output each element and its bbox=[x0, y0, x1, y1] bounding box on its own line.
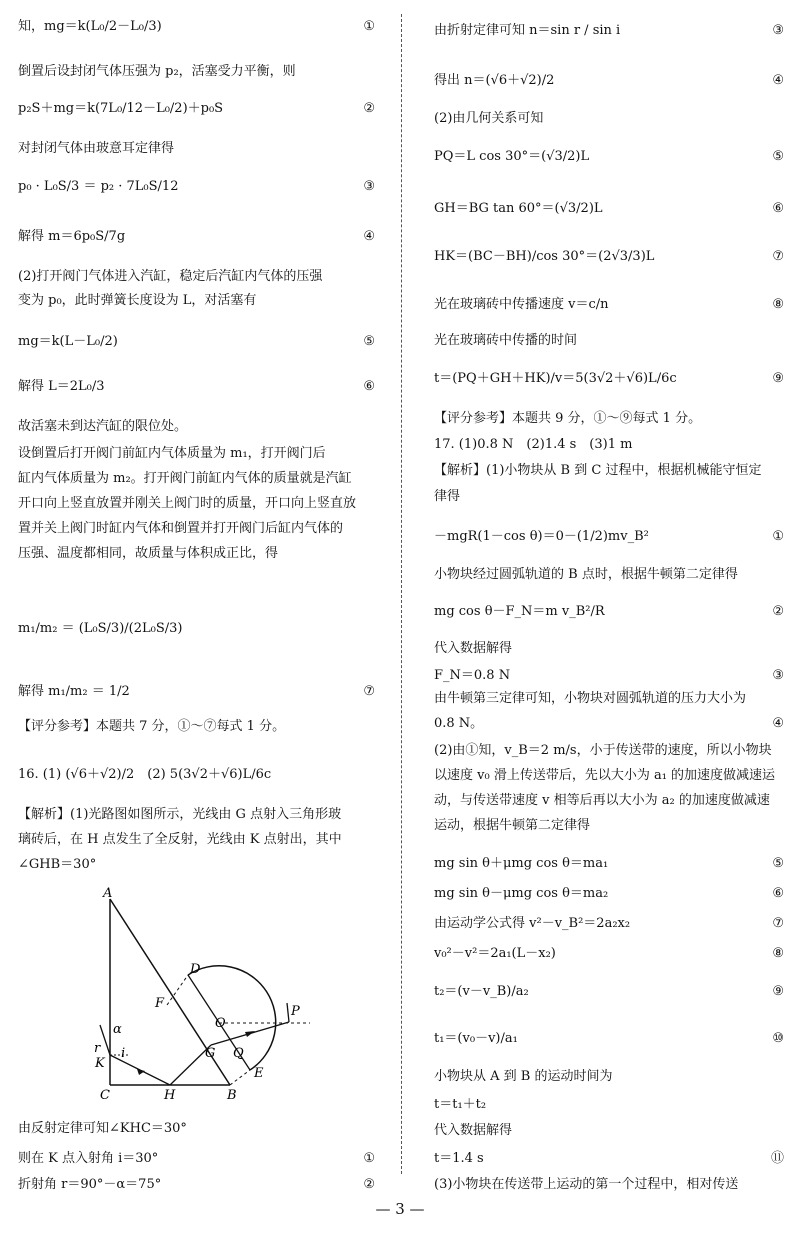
label-Q: Q bbox=[233, 1046, 244, 1061]
label-D: D bbox=[190, 962, 201, 977]
label-G: G bbox=[205, 1046, 216, 1061]
left-line: 解得 m₁/m₂ ＝ 1/2 bbox=[18, 684, 130, 699]
equation-number: ⑧ bbox=[772, 297, 784, 312]
equation-number: ④ bbox=[772, 73, 784, 88]
equation-number: ⑤ bbox=[363, 334, 375, 349]
equation-number: ⑥ bbox=[772, 201, 784, 216]
left-line: mg＝k(L－L₀/2) bbox=[18, 334, 118, 349]
label-O: O bbox=[215, 1016, 226, 1031]
equation-number: ① bbox=[363, 19, 375, 34]
right-line: 【评分参考】本题共 9 分，①～⑨每式 1 分。 bbox=[434, 411, 702, 426]
equation-number: ④ bbox=[363, 229, 375, 244]
equation-number: ③ bbox=[772, 668, 784, 683]
right-line: 代入数据解得 bbox=[434, 1123, 513, 1138]
left-line: 折射角 r＝90°－α＝75° bbox=[18, 1177, 162, 1192]
equation-number: ① bbox=[363, 1151, 375, 1166]
left-line: m₁/m₂ ＝ (L₀S/3)/(2L₀S/3) bbox=[18, 621, 183, 636]
left-line: 则在 K 点入射角 i＝30° bbox=[18, 1151, 159, 1166]
label-r: r bbox=[94, 1041, 101, 1056]
light-path-figure bbox=[85, 885, 325, 1105]
right-line: 运动，根据牛顿第二定律得 bbox=[434, 818, 591, 833]
left-line: p₀ · L₀S/3 ＝ p₂ · 7L₀S/12 bbox=[18, 179, 179, 194]
equation-number: ⑤ bbox=[772, 856, 784, 871]
left-line: 设倒置后打开阀门前缸内气体质量为 m₁，打开阀门后 bbox=[18, 446, 326, 461]
label-K: K bbox=[95, 1056, 105, 1071]
equation-number: ③ bbox=[363, 179, 375, 194]
right-line: 律得 bbox=[434, 489, 461, 504]
right-line: 17. (1)0.8 N (2)1.4 s (3)1 m bbox=[434, 437, 633, 452]
right-line: F_N＝0.8 N bbox=[434, 668, 511, 683]
label-C: C bbox=[100, 1088, 110, 1103]
equation-number: ⑥ bbox=[363, 379, 375, 394]
right-line: 小物块经过圆弧轨道的 B 点时，根据牛顿第二定律得 bbox=[434, 567, 738, 582]
left-line: (2)打开阀门气体进入汽缸，稳定后汽缸内气体的压强 bbox=[18, 269, 323, 284]
right-line: PQ＝L cos 30°＝(√3/2)L bbox=[434, 149, 590, 164]
left-line: 由反射定律可知∠KHC＝30° bbox=[18, 1121, 187, 1136]
equation-number: ⑨ bbox=[772, 984, 784, 999]
left-line: 置并关上阀门时缸内气体和倒置并打开阀门后缸内气体的 bbox=[18, 521, 344, 536]
right-line: HK＝(BC－BH)/cos 30°＝(2√3/3)L bbox=[434, 249, 655, 264]
left-line: 16. (1) (√6＋√2)/2 (2) 5(3√2＋√6)L/6c bbox=[18, 767, 272, 782]
equation-number: ① bbox=[772, 529, 784, 544]
left-line: p₂S＋mg＝k(7L₀/12－L₀/2)＋p₀S bbox=[18, 101, 224, 116]
right-line: v₀²－v²＝2a₁(L－x₂) bbox=[434, 946, 556, 961]
left-line: 变为 p₀，此时弹簧长度设为 L，对活塞有 bbox=[18, 293, 257, 308]
left-line: 璃砖后，在 H 点发生了全反射，光线由 K 点射出，其中 bbox=[18, 832, 342, 847]
right-line: mg sin θ－μmg cos θ＝ma₂ bbox=[434, 886, 609, 901]
right-line: 由牛顿第三定律可知，小物块对圆弧轨道的压力大小为 bbox=[434, 691, 747, 706]
left-line: 对封闭气体由玻意耳定律得 bbox=[18, 141, 175, 156]
equation-number: ⑦ bbox=[772, 249, 784, 264]
equation-number: ⑩ bbox=[772, 1031, 784, 1046]
label-P: P bbox=[291, 1004, 300, 1019]
left-line: 解得 m＝6p₀S/7g bbox=[18, 229, 126, 244]
ray-incident bbox=[287, 1003, 289, 1022]
equation-number: ⑦ bbox=[772, 916, 784, 931]
right-line: 光在玻璃砖中传播速度 v＝c/n bbox=[434, 297, 609, 312]
right-line: －mgR(1－cos θ)＝0－(1/2)mv_B² bbox=[434, 529, 649, 544]
left-line: 知，mg＝k(L₀/2－L₀/3) bbox=[18, 19, 162, 34]
right-line: (2)由①知，v_B＝2 m/s，小于传送带的速度，所以小物块 bbox=[434, 743, 772, 758]
right-line: 代入数据解得 bbox=[434, 641, 513, 656]
right-line: t₂＝(v－v_B)/a₂ bbox=[434, 984, 529, 999]
label-B: B bbox=[227, 1088, 237, 1103]
equation-number: ② bbox=[363, 101, 375, 116]
left-line: 压强、温度都相同，故质量与体积成正比，得 bbox=[18, 546, 279, 561]
right-line: 【解析】(1)小物块从 B 到 C 过程中，根据机械能守恒定 bbox=[434, 463, 762, 478]
left-line: 解得 L＝2L₀/3 bbox=[18, 379, 105, 394]
left-line: 故活塞未到达汽缸的限位处。 bbox=[18, 419, 188, 434]
label-E: E bbox=[254, 1066, 264, 1081]
ray-exit bbox=[100, 1025, 110, 1055]
label-A: A bbox=[103, 886, 113, 901]
equation-number: ⑧ bbox=[772, 946, 784, 961]
right-line: t＝1.4 s bbox=[434, 1151, 484, 1166]
equation-number: ④ bbox=[772, 716, 784, 731]
equation-number: ⑨ bbox=[772, 371, 784, 386]
right-line: 得出 n＝(√6＋√2)/2 bbox=[434, 73, 555, 88]
right-line: 小物块从 A 到 B 的运动时间为 bbox=[434, 1069, 613, 1084]
equation-number: ⑥ bbox=[772, 886, 784, 901]
label-i: i bbox=[121, 1046, 126, 1061]
left-line: 【评分参考】本题共 7 分，①～⑦每式 1 分。 bbox=[18, 719, 286, 734]
label-F: F bbox=[155, 996, 165, 1011]
equation-number: ⑤ bbox=[772, 149, 784, 164]
right-line: mg sin θ＋μmg cos θ＝ma₁ bbox=[434, 856, 609, 871]
page-number: — 3 — bbox=[375, 1200, 425, 1218]
right-line: 以速度 v₀ 滑上传送带后，先以大小为 a₁ 的加速度做减速运 bbox=[434, 768, 776, 783]
left-line: 缸内气体质量为 m₂。打开阀门前缸内气体的质量就是汽缸 bbox=[18, 471, 352, 486]
right-line: GH＝BG tan 60°＝(√3/2)L bbox=[434, 201, 603, 216]
equation-number: ⑪ bbox=[770, 1151, 784, 1166]
right-line: 由折射定律可知 n＝sin r / sin i bbox=[434, 23, 621, 38]
equation-number: ② bbox=[363, 1177, 375, 1192]
equation-number: ③ bbox=[772, 23, 784, 38]
label-alpha: α bbox=[113, 1022, 122, 1037]
right-line: t＝t₁＋t₂ bbox=[434, 1097, 487, 1112]
right-line: mg cos θ－F_N＝m v_B²/R bbox=[434, 604, 605, 619]
left-line: 【解析】(1)光路图如图所示，光线由 G 点射入三角形玻 bbox=[18, 807, 342, 822]
equation-number: ② bbox=[772, 604, 784, 619]
equation-number: ⑦ bbox=[363, 684, 375, 699]
right-line: 由运动学公式得 v²－v_B²＝2a₂x₂ bbox=[434, 916, 631, 931]
right-line: t₁＝(v₀－v)/a₁ bbox=[434, 1031, 518, 1046]
right-line: 0.8 N。 bbox=[434, 716, 484, 731]
right-line: 光在玻璃砖中传播的时间 bbox=[434, 333, 578, 348]
label-H: H bbox=[164, 1088, 176, 1103]
column-divider bbox=[401, 14, 402, 1174]
right-line: (2)由几何关系可知 bbox=[434, 111, 544, 126]
left-line: 倒置后设封闭气体压强为 p₂，活塞受力平衡，则 bbox=[18, 64, 296, 79]
right-line: 动，与传送带速度 v 相等后再以大小为 a₂ 的加速度做减速 bbox=[434, 793, 770, 808]
left-line: ∠GHB＝30° bbox=[18, 857, 97, 872]
right-line: (3)小物块在传送带上运动的第一个过程中，相对传送 bbox=[434, 1177, 739, 1192]
right-line: t＝(PQ＋GH＋HK)/v＝5(3√2＋√6)L/6c bbox=[434, 371, 677, 386]
left-line: 开口向上竖直放置并刚关上阀门时的质量，开口向上竖直放 bbox=[18, 496, 357, 511]
